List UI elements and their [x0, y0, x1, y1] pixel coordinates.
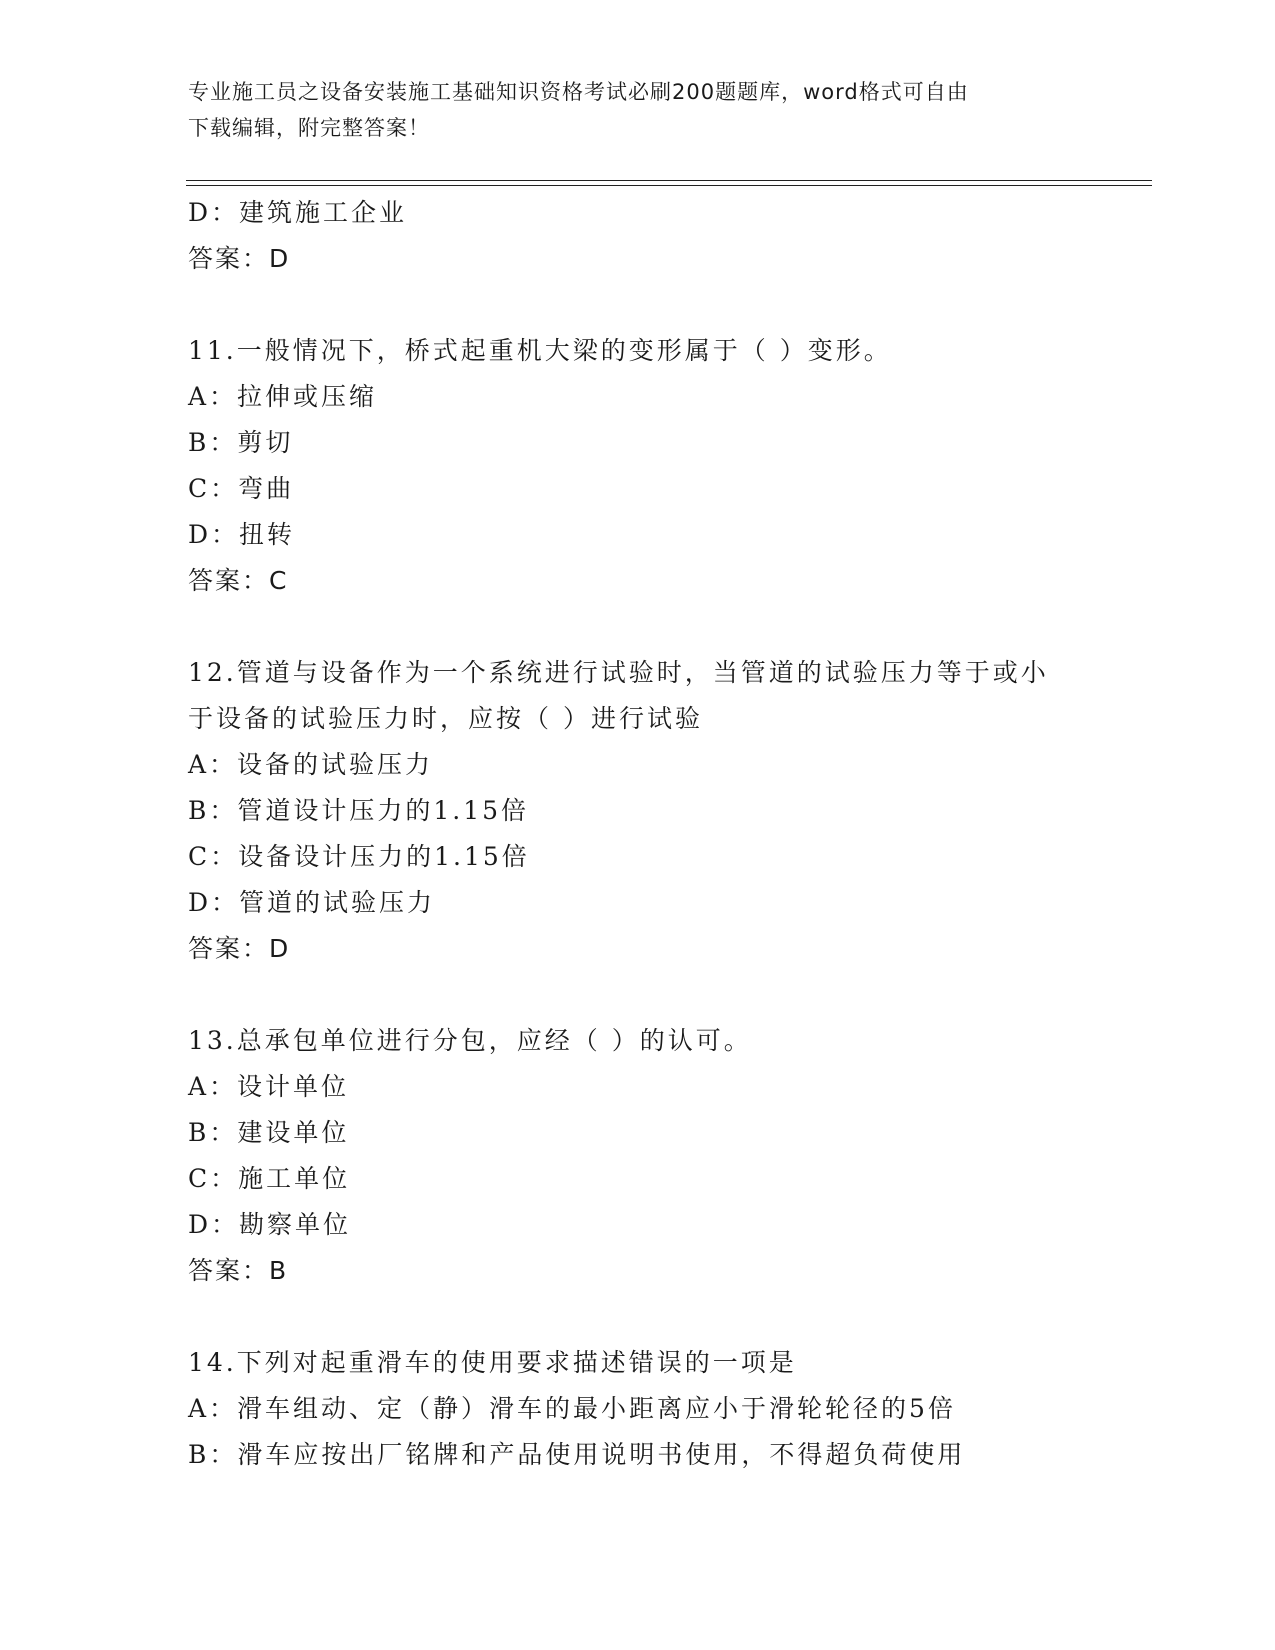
question-stem-line-2: 于设备的试验压力时，应按（ ）进行试验 [188, 704, 703, 733]
question-list [188, 190, 1088, 1478]
question-14 [188, 1340, 1088, 1478]
option-d: D：管道的试验压力 [188, 888, 436, 917]
option-c: C：弯曲 [188, 474, 295, 503]
prev-answer: 答案：D [188, 244, 291, 273]
option-d: D：扭转 [188, 520, 296, 549]
answer: 答案：D [188, 934, 291, 963]
question-stem: 14.下列对起重滑车的使用要求描述错误的一项是 [188, 1348, 797, 1377]
header-rule-bottom [186, 185, 1152, 186]
question-stem: 13.总承包单位进行分包，应经（ ）的认可。 [188, 1026, 752, 1055]
question-11 [188, 328, 1088, 604]
option-a: A：设备的试验压力 [188, 750, 434, 779]
question-13 [188, 1018, 1088, 1294]
prev-option-d: D：建筑施工企业 [188, 198, 408, 227]
header-line-1: 专业施工员之设备安装施工基础知识资格考试必刷200题题库，word格式可自由 [188, 80, 969, 104]
header-line-2: 下载编辑，附完整答案！ [188, 116, 430, 140]
option-b: B：剪切 [188, 428, 294, 457]
option-a: A：拉伸或压缩 [188, 382, 378, 411]
spacer [188, 972, 1088, 1018]
answer: 答案：B [188, 1256, 289, 1285]
option-d: D：勘察单位 [188, 1210, 352, 1239]
option-c: C：设备设计压力的1.15倍 [188, 842, 530, 871]
question-12 [188, 650, 1088, 972]
question-stem-line-1: 12.管道与设备作为一个系统进行试验时，当管道的试验压力等于或小 [188, 658, 1049, 687]
header-rule-top [186, 180, 1152, 181]
option-b: B：滑车应按出厂铭牌和产品使用说明书使用，不得超负荷使用 [188, 1440, 966, 1469]
option-b: B：管道设计压力的1.15倍 [188, 796, 530, 825]
option-a: A：滑车组动、定（静）滑车的最小距离应小于滑轮轮径的5倍 [188, 1394, 956, 1423]
spacer [188, 282, 1088, 328]
question-stem: 11.一般情况下，桥式起重机大梁的变形属于（ ）变形。 [188, 336, 892, 365]
document-header [188, 74, 1088, 146]
spacer [188, 1294, 1088, 1340]
option-c: C：施工单位 [188, 1164, 351, 1193]
answer: 答案：C [188, 566, 289, 595]
spacer [188, 604, 1088, 650]
option-a: A：设计单位 [188, 1072, 350, 1101]
option-b: B：建设单位 [188, 1118, 350, 1147]
